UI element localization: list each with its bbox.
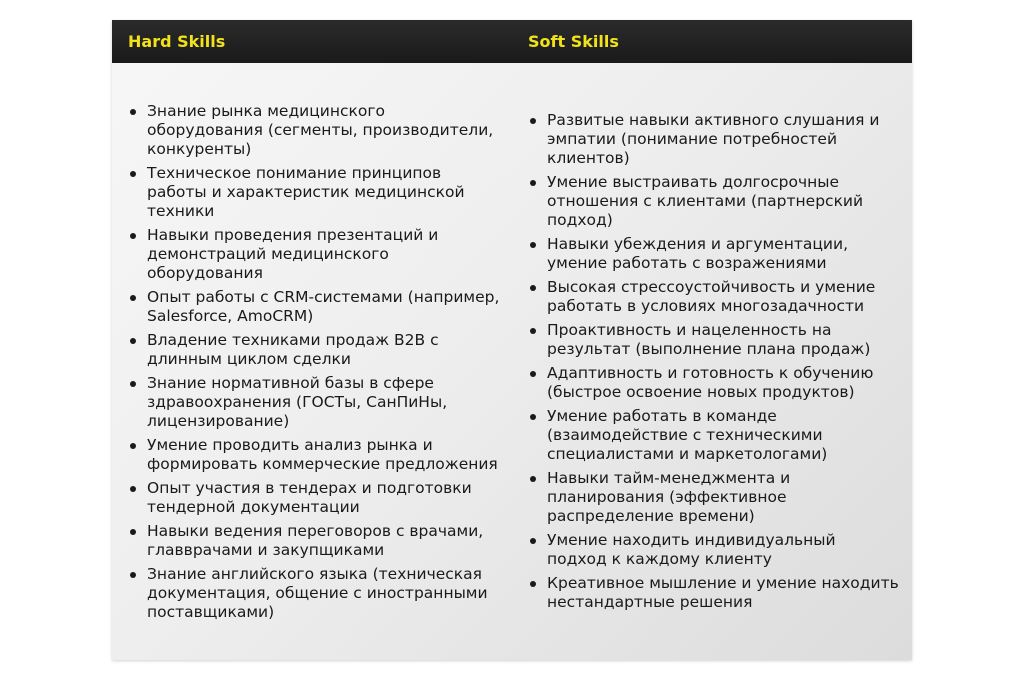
list-item: Знание нормативной базы в сфере здравоохранения (ГОСТы, СанПиНы, лицензирование)	[147, 374, 500, 431]
list-item: Техническое понимание принципов работы и характеристик медицинской техники	[147, 164, 500, 221]
table-header	[112, 20, 912, 63]
list-item: Знание английского языка (техническая документация, общение с иностранными поставщиками)	[147, 565, 500, 622]
header-soft-skills: Soft Skills	[528, 32, 619, 51]
list-item: Опыт участия в тендерах и подготовки тендерной документации	[147, 479, 500, 517]
list-item: Умение выстраивать долгосрочные отношения с клиентами (партнерский подход)	[547, 173, 900, 230]
list-item: Навыки ведения переговоров с врачами, главврачами и закупщиками	[147, 522, 500, 560]
list-item: Креативное мышление и умение находить нестандартные решения	[547, 574, 899, 611]
list-item: Навыки проведения презентаций и демонстраций медицинского оборудования	[147, 226, 500, 283]
table-body	[112, 63, 912, 660]
hard-skills-column	[112, 63, 512, 660]
list-item: Владение техниками продаж B2B с длинным циклом сделки	[147, 331, 500, 369]
list-item: Умение находить индивидуальный подход к каждому клиенту	[547, 531, 900, 569]
list-item: Умение проводить анализ рынка и формировать коммерческие предложения	[147, 436, 500, 474]
soft-skills-list	[512, 111, 912, 612]
header-hard-skills: Hard Skills	[128, 32, 226, 51]
hard-skills-list	[112, 102, 512, 622]
list-item: Навыки тайм-менеджмента и планирования (эффективное распределение времени)	[547, 469, 900, 526]
list-item: Знание рынка медицинского оборудования (сегменты, производители, конкуренты)	[147, 102, 500, 159]
list-item: Развитые навыки активного слушания и эмпатии (понимание потребностей клиентов)	[547, 111, 900, 168]
list-item: Адаптивность и готовность к обучению (быстрое освоение новых продуктов)	[547, 364, 900, 402]
list-item: Проактивность и нацеленность на результат (выполнение плана продаж)	[547, 321, 900, 359]
list-item: Умение работать в команде (взаимодействие с техническими специалистами и маркетологами)	[547, 407, 900, 464]
list-item: Высокая стрессоустойчивость и умение работать в условиях многозадачности	[547, 278, 900, 316]
list-item: Опыт работы с CRM-системами (например, Salesforce, AmoCRM)	[147, 287, 500, 325]
skills-table	[112, 20, 912, 660]
soft-skills-column	[512, 63, 912, 660]
list-item: Навыки убеждения и аргументации, умение работать с возражениями	[547, 235, 900, 273]
